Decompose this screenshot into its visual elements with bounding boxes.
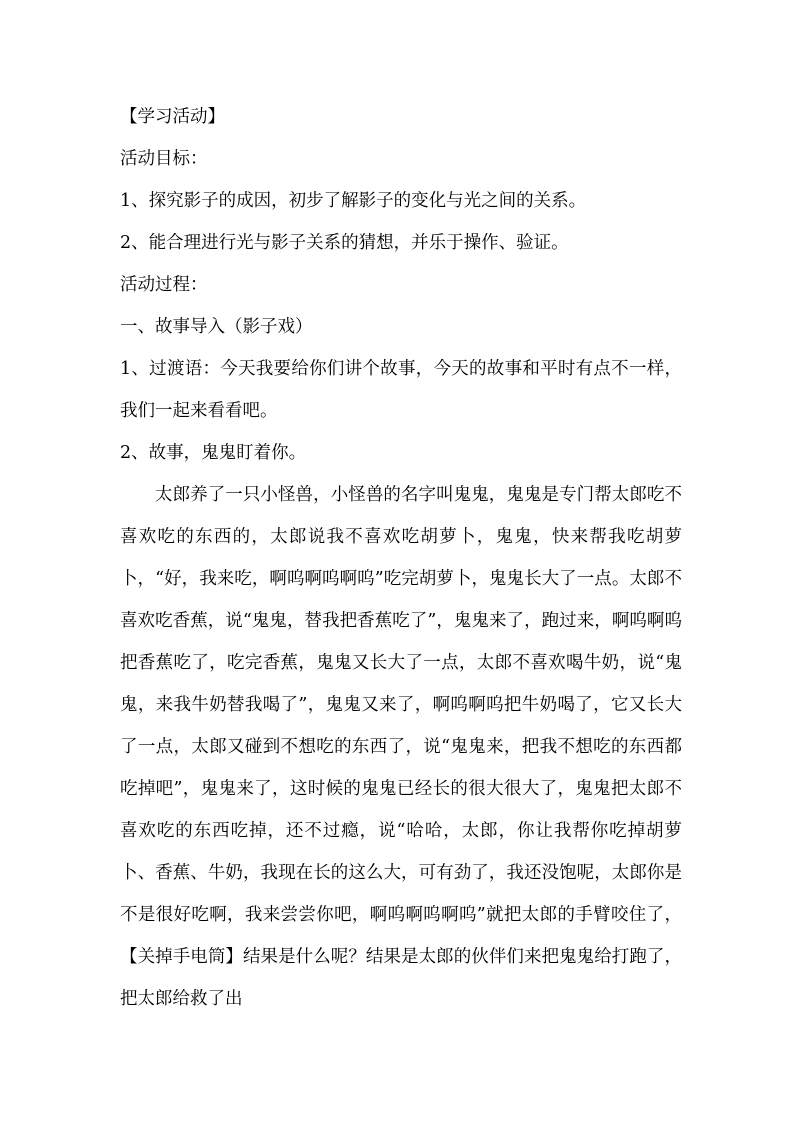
goal-item-2: 2、能合理进行光与影子关系的猜想，并乐于操作、验证。 [120,233,569,253]
document-body [120,96,682,1020]
goals-label: 活动目标： [120,149,208,169]
process-label: 活动过程： [120,275,208,295]
goal-item-1: 1、探究影子的成因，初步了解影子的变化与光之间的关系。 [120,191,587,211]
step-two-line: 2、故事，鬼鬼盯着你。 [120,443,307,463]
step-one-paragraph: 1、过渡语：今天我要给你们讲个故事，今天的故事和平时有点不一样，我们一起来看看吧。 [120,359,682,421]
section-heading: 【学习活动】 [120,107,225,127]
story-paragraph: 太郎养了一只小怪兽，小怪兽的名字叫鬼鬼，鬼鬼是专门帮太郎吃不喜欢吃的东西的，太郎说我不喜欢吃胡萝卜，鬼鬼，快来帮我吃胡萝卜，“好，我来吃，啊呜啊呜啊呜”吃完胡萝卜，鬼鬼长大了一点。太郎不喜欢吃香蕉，说“鬼鬼，替我把香蕉吃了”，鬼鬼来了，跑过来，啊呜啊呜把香蕉吃了，吃完香蕉，鬼鬼又长大了一点，太郎不喜欢喝牛奶，说“鬼鬼，来我牛奶替我喝了”，鬼鬼又来了，啊呜啊呜把牛奶喝了，它又长大了一点，太郎又碰到不想吃的东西了，说“鬼鬼来，把我不想吃的东西都吃掉吧”，鬼鬼来了，这时候的鬼鬼已经长的很大很大了，鬼鬼把太郎不喜欢吃的东西吃掉，还不过瘾，说“哈哈，太郎，你让我帮你吃掉胡萝卜、香蕉、牛奶，我现在长的这么大，可有劲了，我还没饱呢，太郎你是不是很好吃啊，我来尝尝你吧，啊呜啊呜啊呜”就把太郎的手臂咬住了，【关掉手电筒】结果是什么呢？结果是太郎的伙伴们来把鬼鬼给打跑了，把太郎给救了出 [120,485,682,1009]
part-one-heading: 一、故事导入（影子戏） [120,317,313,337]
